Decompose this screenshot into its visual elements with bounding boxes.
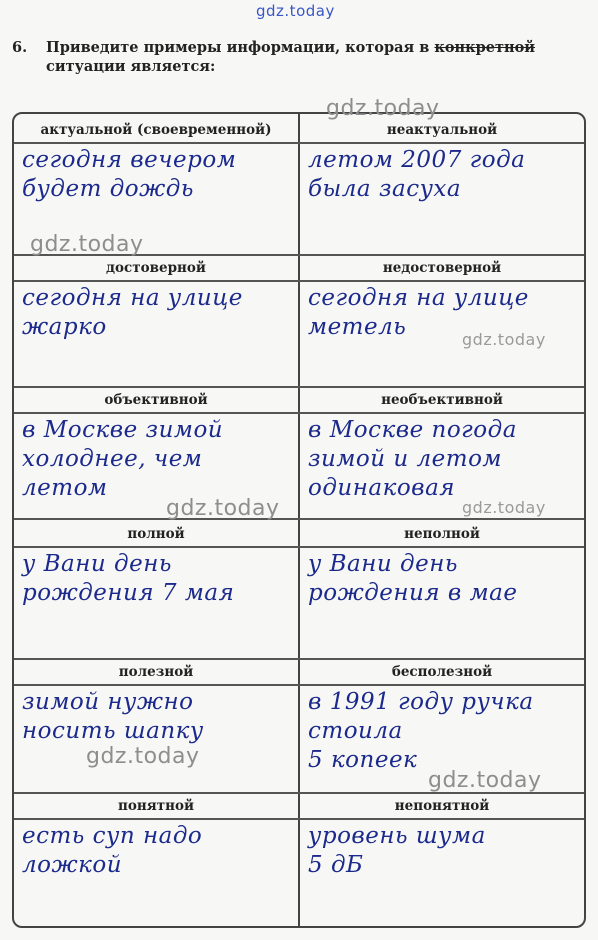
answer-line: стоила <box>308 718 403 744</box>
row-divider <box>14 142 584 144</box>
answer-line: зимой нужно <box>22 689 194 715</box>
header-incomprehensible: непонятной <box>394 798 490 814</box>
row-divider <box>14 684 584 686</box>
header-reliable: достоверной <box>106 260 206 276</box>
answer-line: есть суп надо <box>22 823 203 849</box>
answer-line: в Москве погода <box>308 417 517 443</box>
row-divider <box>14 658 584 660</box>
answer-actual <box>22 146 292 204</box>
answer-line: зимой и летом <box>308 446 503 472</box>
answer-line: рождения в мае <box>308 580 518 606</box>
row-divider <box>14 386 584 388</box>
answer-line: в Москве зимой <box>22 417 224 443</box>
task-text-before: Приведите примеры информации, которая в <box>46 39 430 56</box>
answer-line: 5 копеек <box>308 747 418 773</box>
header-incomplete: неполной <box>404 526 480 542</box>
answer-incomplete <box>308 550 578 608</box>
watermark: gdz.today <box>166 496 280 521</box>
answer-understandable <box>22 822 292 880</box>
row-divider <box>14 412 584 414</box>
header-unreliable: недостоверной <box>382 260 502 276</box>
answer-useless <box>308 688 578 775</box>
watermark: gdz.today <box>326 96 440 121</box>
answer-line: летом <box>22 475 108 501</box>
answer-line: в 1991 году ручка <box>308 689 534 715</box>
answer-useful <box>22 688 292 746</box>
answer-line: ложкой <box>22 852 123 878</box>
header-subjective: необъективной <box>381 392 503 408</box>
answer-line: метель <box>308 314 407 340</box>
answer-line: холоднее, чем <box>22 446 203 472</box>
task-number: 6. <box>12 39 28 56</box>
answer-line: у Вани день <box>22 551 172 577</box>
watermark: gdz.today <box>30 232 144 257</box>
answer-subjective <box>308 416 578 503</box>
answer-line: будет дождь <box>22 176 194 202</box>
answer-line: была засуха <box>308 176 462 202</box>
answer-line: 5 дБ <box>308 852 364 878</box>
header-complete: полной <box>127 526 185 542</box>
answer-line: летом 2007 года <box>308 147 526 173</box>
row-divider <box>14 518 584 520</box>
answer-reliable <box>22 284 292 342</box>
answer-line: у Вани день <box>308 551 458 577</box>
answer-incomprehensible <box>308 822 578 880</box>
answer-line: одинаковая <box>308 475 456 501</box>
watermark: gdz.today <box>462 330 546 349</box>
header-useful: полезной <box>118 664 194 680</box>
answer-complete <box>22 550 292 608</box>
task-struck-word: конкретной <box>434 39 536 56</box>
watermark: gdz.today <box>428 768 542 793</box>
header-actual: актуальной (своевременной) <box>40 122 272 138</box>
header-not-actual: неактуальной <box>386 122 498 138</box>
task-text <box>46 38 591 76</box>
answer-line: рождения 7 мая <box>22 580 235 606</box>
answer-line: сегодня вечером <box>22 147 237 173</box>
answer-line: уровень шума <box>308 823 486 849</box>
answer-line: сегодня на улице <box>308 285 529 311</box>
watermark-top: gdz.today <box>256 2 335 20</box>
header-objective: объективной <box>104 392 208 408</box>
answer-objective <box>22 416 292 503</box>
row-divider <box>14 818 584 820</box>
answer-line: жарко <box>22 314 107 340</box>
task-text-after: ситуации является: <box>46 58 216 75</box>
watermark: gdz.today <box>86 744 200 769</box>
row-divider <box>14 546 584 548</box>
header-useless: бесполезной <box>391 664 493 680</box>
watermark: gdz.today <box>462 498 546 517</box>
answer-line: сегодня на улице <box>22 285 243 311</box>
answer-line: носить шапку <box>22 718 204 744</box>
header-understandable: понятной <box>117 798 194 814</box>
row-divider <box>14 280 584 282</box>
answer-not-actual <box>308 146 578 204</box>
